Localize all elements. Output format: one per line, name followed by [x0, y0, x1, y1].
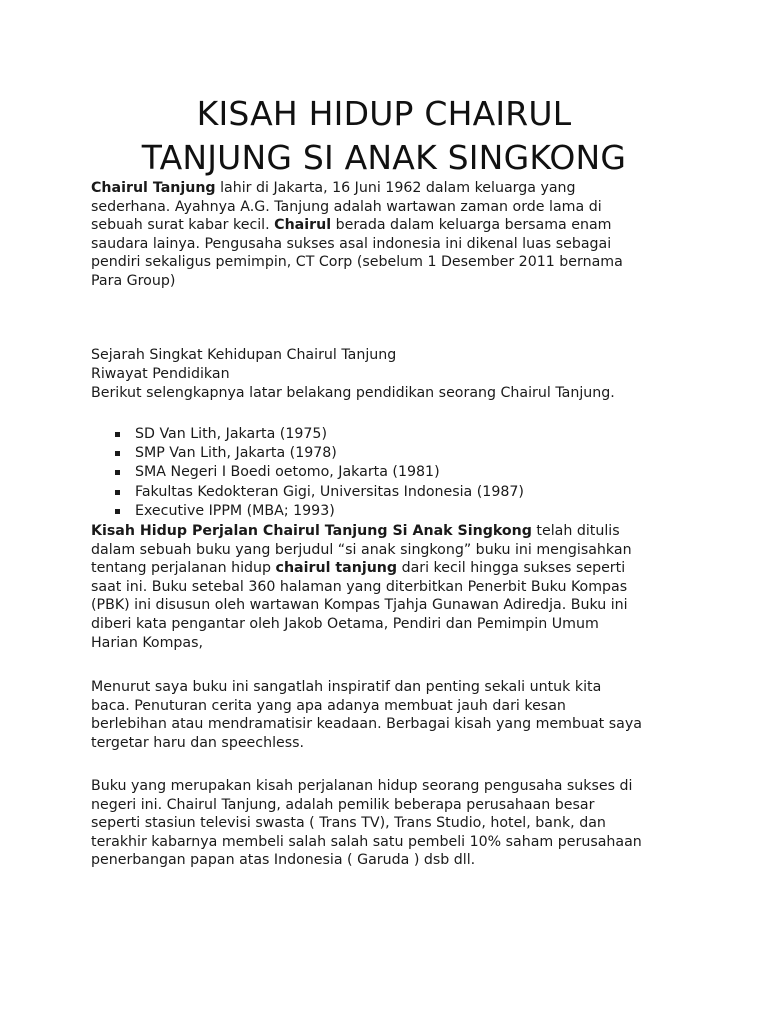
list-item: SMP Van Lith, Jakarta (1978) — [91, 444, 524, 463]
bullet-icon — [115, 451, 120, 456]
bullet-icon — [115, 509, 120, 514]
intro-bold-name: Chairul Tanjung — [91, 180, 216, 196]
education-list — [91, 425, 524, 521]
intro-bold-chairul: Chairul — [274, 217, 332, 234]
title-line-1: KISAH HIDUP CHAIRUL — [196, 94, 572, 133]
list-item: SD Van Lith, Jakarta (1975) — [91, 425, 524, 444]
book-bold-name: chairul tanjung — [275, 560, 398, 577]
list-item: SMA Negeri I Boedi oetomo, Jakarta (1981) — [91, 463, 524, 482]
book-paragraph: Kisah Hidup Perjalan Chairul Tanjung Si Anak Singkong telah ditulis dalam sebuah buku yang berjudul “si anak singkong” buku ini mengisahkan tentang perjalanan hidup chairul tanjung dari kecil hingga sukses seperti saat ini. Buku setebal 360 halaman yang diterbitkan Penerbit Buku Kompas (PBK) ini disusun oleh wartawan Kompas Tjahja Gunawan Adiredja. Buku ini diberi kata pengantar oleh Jakob Oetama, Pendiri dan Pemimpin Umum Harian Kompas, — [91, 523, 632, 651]
list-item: Executive IPPM (MBA; 1993) — [91, 502, 524, 521]
document-title — [60, 92, 708, 180]
bullet-icon — [115, 470, 120, 475]
opinion-paragraph: Menurut saya buku ini sangatlah inspiratif dan penting sekali untuk kita baca. Penuturan cerita yang apa adanya membuat jauh dari kesan berlebihan atau mendramatisir keadaan. Berbagai kisah yang membuat saya tergetar haru dan speechless. — [91, 679, 642, 751]
bullet-icon — [115, 432, 120, 437]
subheading: Riwayat Pendidikan — [91, 366, 230, 382]
bullet-icon — [115, 490, 120, 495]
education-intro: Berikut selengkapnya latar belakang pendidikan seorang Chairul Tanjung. — [91, 385, 615, 401]
list-item: Fakultas Kedokteran Gigi, Universitas Indonesia (1987) — [91, 483, 524, 502]
intro-paragraph: Chairul Tanjung lahir di Jakarta, 16 Juni 1962 dalam keluarga yang sederhana. Ayahnya A.G. Tanjung adalah wartawan zaman orde lama di sebuah surat kabar kecil. Chairul berada dalam keluarga bersama enam saudara lainya. Pengusaha sukses asal indonesia ini dikenal luas sebagai pendiri sekaligus pemimpin, CT Corp (sebelum 1 Desember 2011 bernama Para Group) — [91, 180, 623, 289]
book-bold-title: Kisah Hidup Perjalan Chairul Tanjung Si Anak Singkong — [91, 523, 532, 539]
title-line-2: TANJUNG SI ANAK SINGKONG — [141, 138, 627, 177]
section-heading: Sejarah Singkat Kehidupan Chairul Tanjung — [91, 347, 397, 363]
business-paragraph: Buku yang merupakan kisah perjalanan hidup seorang pengusaha sukses di negeri ini. Chairul Tanjung, adalah pemilik beberapa perusahaan besar seperti stasiun televisi swasta ( Trans TV), Trans Studio, hotel, bank, dan terakhir kabarnya membeli salah salah satu pembeli 10% saham perusahaan penerbangan papan atas Indonesia ( Garuda ) dsb dll. — [91, 778, 642, 869]
